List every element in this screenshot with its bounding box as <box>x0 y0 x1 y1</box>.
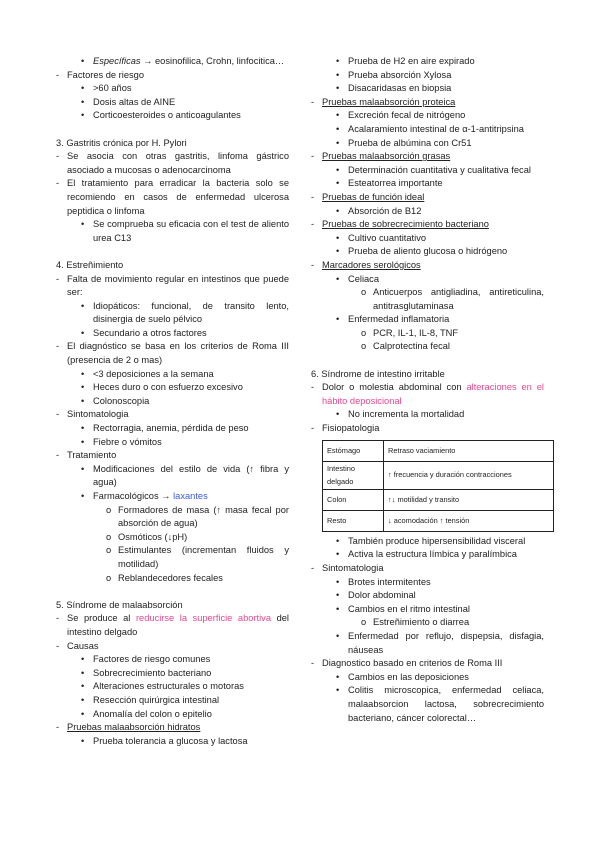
list-item <box>56 504 289 531</box>
bullet-marker: • <box>81 368 85 379</box>
bullet-marker: o <box>106 531 112 542</box>
list-item <box>311 164 544 178</box>
item-text: Dolor abdominal <box>348 590 416 601</box>
item-text: 5. Síndrome de malaabsorción <box>56 599 183 610</box>
finding-cell: ↓ acomodación ↑ tensión <box>384 510 554 531</box>
bullet-marker: • <box>336 590 340 601</box>
section-heading <box>56 137 289 151</box>
item-text: reducirse la superficie abortiva <box>135 613 272 624</box>
list-item <box>311 150 544 164</box>
item-text: Pruebas de sobrecrecimiento bacteriano <box>322 219 489 230</box>
list-item <box>56 109 289 123</box>
list-item <box>311 671 544 685</box>
bullet-marker: • <box>336 110 340 121</box>
bullet-marker: o <box>106 572 112 583</box>
list-item <box>311 177 544 191</box>
bullet-marker: • <box>81 83 85 94</box>
list-item <box>56 490 289 504</box>
spacer <box>56 245 289 259</box>
list-item <box>311 327 544 341</box>
list-item <box>311 137 544 151</box>
bullet-marker: - <box>56 178 60 189</box>
item-text: Estimulantes (incrementan fluidos y motilidad) <box>118 545 289 569</box>
bullet-marker: - <box>311 658 315 669</box>
list-item <box>56 218 289 245</box>
bullet-marker: • <box>336 232 340 243</box>
bullet-marker: • <box>336 205 340 216</box>
list-item <box>311 96 544 110</box>
list-item <box>56 721 289 735</box>
list-item <box>311 205 544 219</box>
list-item <box>311 259 544 273</box>
bullet-marker: • <box>81 327 85 338</box>
list-item <box>56 340 289 367</box>
item-text: Prueba de albúmina con Cr51 <box>348 137 472 148</box>
list-item <box>311 603 544 617</box>
item-text: Pruebas malaabsorción hidratos <box>67 722 201 733</box>
list-item <box>311 340 544 354</box>
item-text: Sobrecrecimiento bacteriano <box>93 667 212 678</box>
item-text: Anomalía del colon o epitelio <box>93 708 212 719</box>
item-text: PCR, IL-1, IL-8, TNF <box>373 327 459 338</box>
item-text: Esteatorrea importante <box>348 178 443 189</box>
list-item <box>311 123 544 137</box>
bullet-marker: - <box>311 382 315 393</box>
list-item <box>56 463 289 490</box>
finding-cell: Retraso vaciamiento <box>384 440 554 461</box>
list-item <box>56 177 289 218</box>
bullet-marker: • <box>336 603 340 614</box>
list-item <box>56 395 289 409</box>
bullet-marker: • <box>81 436 85 447</box>
list-item <box>56 96 289 110</box>
item-text: Sintomatologia <box>322 563 384 573</box>
bullet-marker: • <box>336 630 340 641</box>
list-item <box>311 576 544 590</box>
list-item <box>56 436 289 450</box>
spacer <box>56 123 289 137</box>
item-text: Disacaridasas en biopsia <box>348 83 452 94</box>
list-item <box>56 612 289 639</box>
list-item <box>311 273 544 287</box>
list-item <box>56 381 289 395</box>
list-item <box>56 82 289 96</box>
bullet-marker: • <box>81 56 85 66</box>
bullet-marker: o <box>361 327 367 338</box>
bullet-marker: o <box>361 617 367 628</box>
item-text: Cultivo cuantitativo <box>348 232 427 243</box>
bullet-marker: • <box>336 273 340 284</box>
item-text: Acalaramiento intestinal de α-1-antitripsina <box>348 123 524 134</box>
list-item <box>56 300 289 327</box>
bullet-marker: • <box>81 382 85 393</box>
item-text: Colitis microscopica, enfermedad celiaca, malaabsorcion lactosa, sobrecrecimiento bacteriano, cáncer colorectal… <box>348 685 544 723</box>
item-text: 3. Gastritis crónica por H. Pylori <box>56 137 187 148</box>
bullet-marker: • <box>81 300 85 311</box>
item-text: Enfermedad por reflujo, dispepsia, disfagia, náuseas <box>348 630 544 655</box>
item-text: Factores de riesgo comunes <box>93 654 211 665</box>
item-text: alteraciones en el hábito deposicional <box>322 382 545 406</box>
bullet-marker: - <box>311 151 315 162</box>
list-item <box>56 422 289 436</box>
bullet-marker: - <box>311 219 315 230</box>
bullet-marker: • <box>81 219 85 230</box>
item-text: Absorción de B12 <box>348 205 422 216</box>
list-item <box>311 381 544 408</box>
item-text: laxantes <box>173 491 208 501</box>
bullet-marker: - <box>311 96 315 107</box>
bullet-marker: • <box>81 395 85 406</box>
bullet-marker: - <box>56 640 60 651</box>
section-heading <box>56 599 289 613</box>
list-item <box>311 657 544 671</box>
item-text: Modificaciones del estilo de vida (↑ fibra y agua) <box>93 463 289 488</box>
finding-cell: ↑ frecuencia y duración contracciones <box>384 461 554 489</box>
bullet-marker: o <box>106 545 112 556</box>
list-item <box>311 684 544 725</box>
bullet-marker: • <box>336 535 340 546</box>
bullet-marker: • <box>336 671 340 682</box>
section-heading <box>56 259 289 273</box>
spacer <box>311 354 544 368</box>
item-text: Brotes intermitentes <box>348 576 431 587</box>
bullet-marker: - <box>56 450 60 461</box>
bullet-marker: - <box>311 259 315 270</box>
bullet-marker: - <box>311 191 315 202</box>
list-item <box>56 449 289 463</box>
item-text: Anticuerpos antigliadina, antireticulina, antitrasglutaminasa <box>373 287 544 311</box>
finding-cell: ↑↓ motilidad y transito <box>384 489 554 510</box>
list-item <box>56 694 289 708</box>
bullet-marker: • <box>81 654 85 665</box>
item-text: Formadores de masa (↑ masa fecal por absorción de agua) <box>118 504 289 529</box>
list-item <box>311 589 544 603</box>
item-text: 4. Estreñimiento <box>56 259 124 270</box>
list-item <box>56 531 289 545</box>
organ-cell: Estómago <box>323 440 384 461</box>
list-item <box>311 69 544 83</box>
list-item <box>311 562 544 576</box>
item-text: Dolor o molestia abdominal con <box>322 382 467 393</box>
list-item <box>311 616 544 630</box>
item-text: Idiopáticos: funcional, de transito lento, disinergia de suelo pélvico <box>93 300 289 325</box>
list-item <box>311 535 544 549</box>
item-text: Se asocia con otras gastritis, linfoma gástrico asociado a mucosas o adenocarcinoma <box>67 151 289 175</box>
item-text: Específicas <box>93 56 141 66</box>
list-item <box>311 191 544 205</box>
list-item <box>56 572 289 586</box>
bullet-marker: • <box>81 491 85 501</box>
bullet-marker: • <box>81 96 85 107</box>
bullet-marker: • <box>336 123 340 134</box>
item-text: El tratamiento para erradicar la bacteria solo se recomiendo en casos de enfermedad ulcerosa peptidica o linfoma <box>67 178 289 216</box>
item-text: Excreción fecal de nitrógeno <box>348 110 466 121</box>
list-item <box>56 653 289 667</box>
item-text: Cambios en el ritmo intestinal <box>348 603 470 614</box>
item-text: Celiaca <box>348 273 380 284</box>
bullet-marker: o <box>361 287 367 298</box>
list-item <box>56 55 289 69</box>
item-text: También produce hipersensibilidad visceral <box>348 535 526 546</box>
list-item <box>56 544 289 571</box>
bullet-marker: - <box>56 151 60 162</box>
item-text: Diagnostico basado en criterios de Roma III <box>322 658 503 669</box>
item-text: Tratamiento <box>67 450 117 461</box>
list-item <box>56 408 289 422</box>
item-text: Prueba tolerancia a glucosa y lactosa <box>93 735 248 746</box>
item-text: Estreñimiento o diarrea <box>373 617 470 628</box>
item-text: <3 deposiciones a la semana <box>93 368 214 379</box>
bullet-marker: - <box>56 341 60 352</box>
list-item <box>311 55 544 69</box>
item-text: Se comprueba su eficacia con el test de aliento urea C13 <box>93 219 289 243</box>
item-text: Resección quirúrgica intestinal <box>93 694 220 705</box>
bullet-marker: - <box>56 613 60 624</box>
item-text: 6. Síndrome de intestino irritable <box>311 368 445 379</box>
bullet-marker: o <box>361 341 367 352</box>
list-item <box>311 82 544 96</box>
bullet-marker: • <box>81 694 85 705</box>
item-text: Sintomatologia <box>67 409 129 420</box>
item-text: Colonoscopia <box>93 395 150 406</box>
item-text: Factores de riesgo <box>67 69 144 80</box>
item-text: Corticoesteroides o anticoagulantes <box>93 110 241 121</box>
bullet-marker: • <box>81 423 85 434</box>
list-item <box>311 630 544 657</box>
list-item <box>56 640 289 654</box>
table-row <box>323 440 554 461</box>
list-item <box>56 150 289 177</box>
item-text: Se produce al <box>67 613 136 624</box>
list-item <box>311 313 544 327</box>
fisiopatologia-table-wrap <box>311 440 544 532</box>
item-text: Reblandecedores fecales <box>118 572 223 583</box>
list-item <box>56 368 289 382</box>
item-text: Calprotectina fecal <box>373 341 450 352</box>
bullet-marker: • <box>336 409 340 420</box>
section-heading <box>311 368 544 382</box>
bullet-marker: - <box>56 273 60 284</box>
list-item <box>56 69 289 83</box>
bullet-marker: - <box>56 409 60 420</box>
bullet-marker: • <box>336 164 340 175</box>
table-row <box>323 461 554 489</box>
bullet-marker: • <box>81 708 85 719</box>
item-text: Farmacológicos → <box>93 491 174 501</box>
item-text: Activa la estructura límbica y paralímbica <box>348 549 517 560</box>
item-text: Heces duro o con esfuerzo excesivo <box>93 382 243 393</box>
bullet-marker: • <box>336 549 340 560</box>
organ-cell: Intestino delgado <box>323 461 384 489</box>
item-text: >60 años <box>93 83 132 94</box>
list-item <box>311 218 544 232</box>
bullet-marker: • <box>336 685 340 696</box>
right-bottom-list <box>311 535 544 725</box>
bullet-marker: • <box>336 69 340 80</box>
list-item <box>311 548 544 562</box>
left-column <box>56 55 289 748</box>
item-text: Fiebre o vómitos <box>93 436 162 447</box>
bullet-marker: o <box>106 504 112 515</box>
item-text: Dosis altas de AINE <box>93 96 176 107</box>
right-top-list <box>311 55 544 436</box>
item-text: El diagnóstico se basa en los criterios de Roma III (presencia de 2 o mas) <box>67 341 289 366</box>
bullet-marker: • <box>336 314 340 325</box>
organ-cell: Colon <box>323 489 384 510</box>
item-text: Alteraciones estructurales o motoras <box>93 681 244 692</box>
item-text: Fisiopatologia <box>322 423 380 434</box>
item-text: del intestino delgado <box>67 613 289 637</box>
item-text: Osmóticos (↓pH) <box>118 531 188 542</box>
bullet-marker: • <box>336 56 340 66</box>
item-text: Marcadores serológicos <box>322 259 421 270</box>
item-text: Pruebas malaabsorción grasas <box>322 151 451 162</box>
bullet-marker: • <box>81 463 85 474</box>
table-row <box>323 489 554 510</box>
list-item <box>56 667 289 681</box>
list-item <box>311 422 544 436</box>
list-item <box>56 708 289 722</box>
spacer <box>56 585 289 599</box>
item-text: Rectorragia, anemia, pérdida de peso <box>93 423 249 434</box>
list-item <box>56 273 289 300</box>
item-text: No incrementa la mortalidad <box>348 409 465 420</box>
item-text: Pruebas malaabsorción proteica <box>322 96 456 107</box>
table-row <box>323 510 554 531</box>
list-item <box>311 408 544 422</box>
bullet-marker: - <box>311 423 315 434</box>
bullet-marker: • <box>81 735 85 746</box>
list-item <box>56 735 289 749</box>
item-text: Prueba de H2 en aire expirado <box>348 56 475 66</box>
item-text: → eosinofilica, Crohn, linfocitica… <box>140 56 285 66</box>
bullet-marker: • <box>336 246 340 257</box>
bullet-marker: • <box>336 137 340 148</box>
bullet-marker: • <box>81 667 85 678</box>
bullet-marker: - <box>56 722 60 733</box>
bullet-marker: • <box>81 110 85 121</box>
bullet-marker: • <box>336 576 340 587</box>
item-text: Prueba de aliento glucosa o hidrógeno <box>348 246 508 257</box>
item-text: Cambios en las deposiciones <box>348 671 469 682</box>
item-text: Pruebas de función ideal <box>322 191 425 202</box>
fisiopatologia-table <box>322 440 554 532</box>
bullet-marker: - <box>311 563 315 573</box>
list-item <box>311 109 544 123</box>
list-item <box>56 327 289 341</box>
list-item <box>311 286 544 313</box>
item-text: Prueba absorción Xylosa <box>348 69 452 80</box>
item-text: Secundario a otros factores <box>93 327 207 338</box>
bullet-marker: • <box>336 83 340 94</box>
organ-cell: Resto <box>323 510 384 531</box>
item-text: Enfermedad inflamatoria <box>348 314 450 325</box>
bullet-marker: - <box>56 69 60 80</box>
item-text: Causas <box>67 640 99 651</box>
right-column <box>311 55 544 725</box>
list-item <box>56 680 289 694</box>
item-text: Falta de movimiento regular en intestinos que puede ser: <box>67 273 289 298</box>
bullet-marker: • <box>81 681 85 692</box>
item-text: Determinación cuantitativa y cualitativa fecal <box>348 164 531 175</box>
list-item <box>311 232 544 246</box>
bullet-marker: • <box>336 178 340 189</box>
list-item <box>311 245 544 259</box>
